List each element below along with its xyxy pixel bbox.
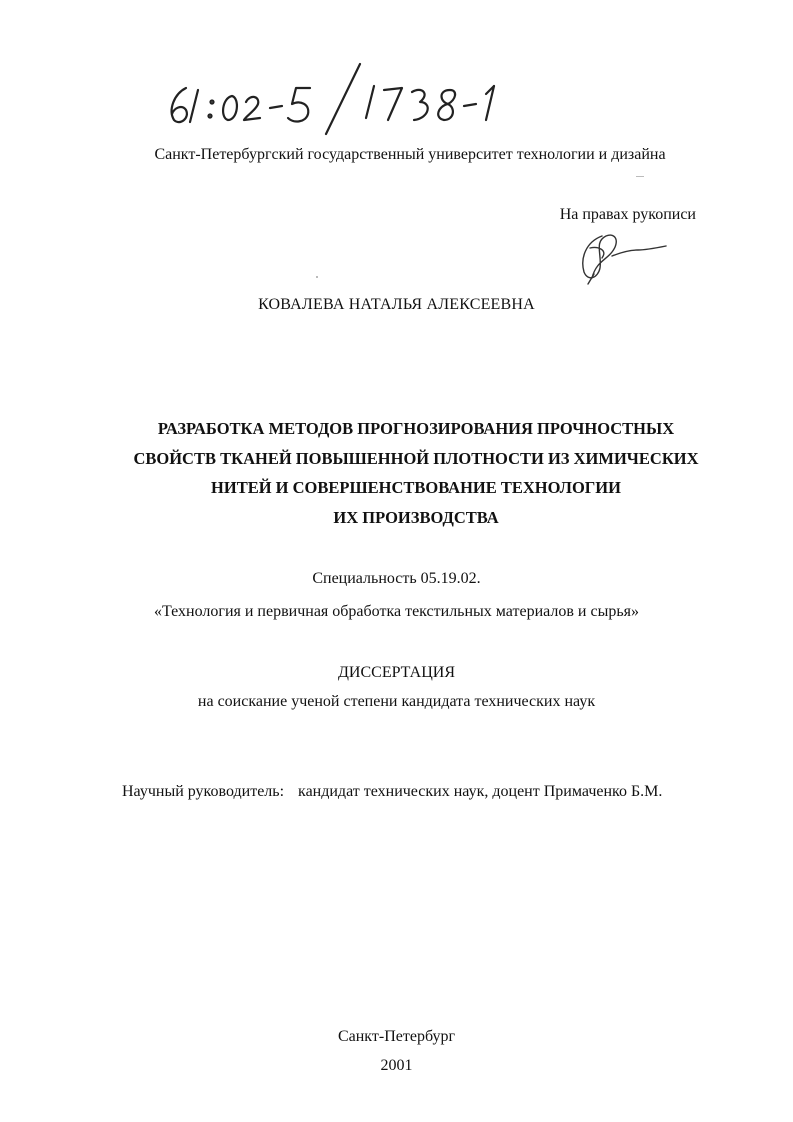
title-line: СВОЙСТВ ТКАНЕЙ ПОВЫШЕННОЙ ПЛОТНОСТИ ИЗ ХИМИЧЕСКИХ	[133, 448, 699, 468]
degree-statement: на соискание ученой степени кандидата технических наук	[197, 693, 596, 710]
advisor-value: кандидат технических наук, доцент Примаченко Б.М.	[298, 783, 663, 800]
year: 2001	[380, 1057, 413, 1074]
rights-note: На правах рукописи	[559, 206, 696, 223]
title-line: НИТЕЙ И СОВЕРШЕНСТВОВАНИЕ ТЕХНОЛОГИИ	[211, 478, 621, 497]
dissertation-title	[96, 414, 736, 532]
specialty-name: «Технология и первичная обработка текстильных материалов и сырья»	[153, 603, 639, 620]
scan-speck	[636, 176, 644, 177]
signature-drawing	[572, 228, 672, 290]
handwritten-catalog-number	[160, 60, 560, 140]
title-line: ИХ ПРОИЗВОДСТВА	[333, 507, 499, 527]
title-line: РАЗРАБОТКА МЕТОДОВ ПРОГНОЗИРОВАНИЯ ПРОЧНОСТНЫХ	[157, 419, 675, 438]
author-name: КОВАЛЕВА НАТАЛЬЯ АЛЕКСЕЕВНА	[258, 296, 535, 313]
document-type: ДИССЕРТАЦИЯ	[338, 664, 455, 681]
scan-speck	[316, 276, 318, 278]
handwritten-number-drawing	[160, 60, 560, 140]
specialty-code: Специальность 05.19.02.	[312, 570, 481, 587]
city: Санкт-Петербург	[337, 1028, 456, 1045]
university-name: Санкт-Петербургский государственный университет технологии и дизайна	[154, 146, 666, 163]
scientific-advisor	[122, 783, 662, 801]
advisor-label: Научный руководитель:	[122, 783, 285, 800]
